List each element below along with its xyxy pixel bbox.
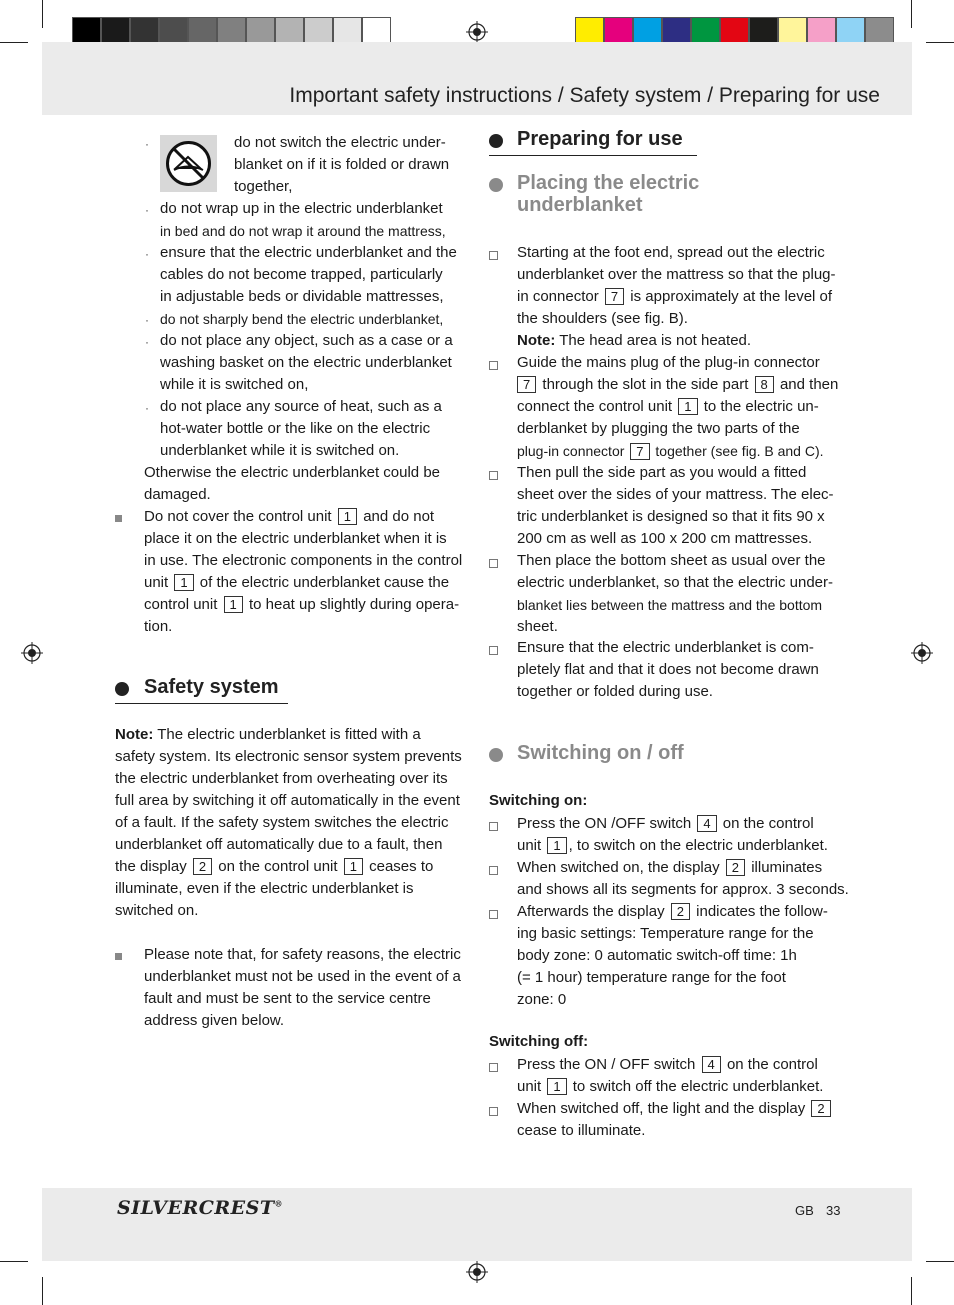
paragraph-line: Press the ON /OFF switch 4 on the control bbox=[517, 815, 814, 832]
no-folded-blanket-icon bbox=[160, 135, 217, 192]
ref-number: 1 bbox=[224, 596, 243, 613]
crop-mark bbox=[0, 1261, 28, 1262]
paragraph-line: of a fault. If the safety system switches the electric bbox=[115, 814, 449, 831]
list-dot: · bbox=[145, 137, 149, 151]
crop-mark bbox=[42, 1277, 43, 1305]
checkbox-bullet bbox=[489, 559, 498, 568]
registration-mark-icon bbox=[466, 1261, 488, 1283]
brand-logo: SILVERCREST® bbox=[117, 1197, 283, 1219]
paragraph-line: in use. The electronic components in the control bbox=[144, 552, 463, 569]
list-item: do not wrap up in the electric underblanket bbox=[160, 200, 443, 217]
paragraph-line: Note: The head area is not heated. bbox=[517, 332, 752, 349]
subsection-label: Switching on: bbox=[489, 792, 588, 809]
paragraph-line: underblanket must not be used in the event of a bbox=[144, 968, 461, 985]
paragraph-line: ing basic settings: Temperature range for the bbox=[517, 925, 814, 942]
paragraph-line: cease to illuminate. bbox=[517, 1122, 646, 1139]
paragraph-line: and shows all its segments for approx. 3 seconds. bbox=[517, 881, 849, 898]
paragraph-line: (= 1 hour) temperature range for the foot bbox=[517, 969, 786, 986]
paragraph-line: the electric underblanket from overheating over its bbox=[115, 770, 448, 787]
list-dot: · bbox=[145, 335, 149, 349]
paragraph-line: Ensure that the electric underblanket is com- bbox=[517, 639, 814, 656]
paragraph-line: place it on the electric underblanket when it is bbox=[144, 530, 447, 547]
paragraph-line: Please note that, for safety reasons, the electric bbox=[144, 946, 461, 963]
paragraph-line: 200 cm as well as 100 x 200 cm mattresses. bbox=[517, 530, 813, 547]
ref-number: 2 bbox=[726, 859, 745, 876]
subsection-label: Switching off: bbox=[489, 1033, 589, 1050]
registration-mark-icon bbox=[911, 642, 933, 664]
square-bullet bbox=[115, 515, 122, 522]
ref-number: 8 bbox=[755, 376, 774, 393]
checkbox-bullet bbox=[489, 361, 498, 370]
list-item: hot-water bottle or the like on the electric bbox=[160, 420, 431, 437]
paragraph-line: tion. bbox=[144, 618, 173, 635]
heading-underline bbox=[489, 155, 697, 156]
paragraph-line: electric underblanket, so that the electric under- bbox=[517, 574, 834, 591]
ref-number: 1 bbox=[547, 837, 566, 854]
footer-language: GB bbox=[795, 1203, 814, 1218]
checkbox-bullet bbox=[489, 1107, 498, 1116]
ref-number: 4 bbox=[697, 815, 716, 832]
ref-number: 7 bbox=[630, 443, 649, 460]
subheading-placing: Placing the electric bbox=[517, 172, 700, 194]
ref-number: 1 bbox=[678, 398, 697, 415]
paragraph-line: unit 1 , to switch on the electric underblanket. bbox=[517, 837, 828, 854]
list-item: washing basket on the electric underblanket bbox=[160, 354, 452, 371]
crop-mark bbox=[911, 1277, 912, 1305]
paragraph-line: unit 1 of the electric underblanket cause the bbox=[144, 574, 450, 591]
list-item: do not place any source of heat, such as a bbox=[160, 398, 442, 415]
paragraph-line: safety system. Its electronic sensor system prevents bbox=[115, 748, 462, 765]
subheading-placing: underblanket bbox=[517, 194, 643, 216]
section-bullet bbox=[489, 748, 503, 762]
paragraph-line: Otherwise the electric underblanket could be bbox=[144, 464, 441, 481]
paragraph-line: 7 through the slot in the side part 8 and then bbox=[517, 374, 838, 396]
crop-mark bbox=[911, 0, 912, 28]
ref-number: 7 bbox=[605, 288, 624, 305]
paragraph-line: Then place the bottom sheet as usual over the bbox=[517, 552, 826, 569]
list-item: do not sharply bend the electric underblanket, bbox=[160, 311, 444, 327]
list-dot: · bbox=[145, 313, 149, 327]
paragraph-line: zone: 0 bbox=[517, 991, 567, 1008]
ref-number: 1 bbox=[174, 574, 193, 591]
crop-mark bbox=[42, 0, 43, 28]
paragraph-line: illuminate, even if the electric underblanket is bbox=[115, 880, 414, 897]
list-item: do not switch the electric under- bbox=[234, 134, 446, 151]
section-bullet bbox=[489, 134, 503, 148]
square-bullet bbox=[115, 953, 122, 960]
paragraph-line: fault and must be sent to the service centre bbox=[144, 990, 431, 1007]
subheading-switching: Switching on / off bbox=[517, 742, 684, 764]
paragraph-line: plug-in connector 7 together (see fig. B and C). bbox=[517, 443, 824, 459]
paragraph-line: address given below. bbox=[144, 1012, 285, 1029]
paragraph-line: Starting at the foot end, spread out the electric bbox=[517, 244, 825, 261]
crop-mark bbox=[926, 42, 954, 43]
paragraph-line: the shoulders (see fig. B). bbox=[517, 310, 688, 327]
paragraph-line: derblanket by plugging the two parts of the bbox=[517, 420, 800, 437]
paragraph-line: the display 2 on the control unit 1 ceases to bbox=[115, 858, 434, 875]
list-item: cables do not become trapped, particularly bbox=[160, 266, 443, 283]
page-number: 33 bbox=[826, 1203, 841, 1218]
paragraph-line: underblanket over the mattress so that the plug- bbox=[517, 266, 836, 283]
section-heading-safety: Safety system bbox=[144, 676, 279, 698]
paragraph-line: Afterwards the display 2 indicates the follow- bbox=[517, 903, 828, 920]
paragraph-line: sheet over the sides of your mattress. The elec- bbox=[517, 486, 834, 503]
list-item: in bed and do not wrap it around the mattress, bbox=[160, 223, 446, 239]
checkbox-bullet bbox=[489, 251, 498, 260]
paragraph-line: When switched off, the light and the display 2 bbox=[517, 1098, 833, 1120]
checkbox-bullet bbox=[489, 822, 498, 831]
list-item: blanket on if it is folded or drawn bbox=[234, 156, 450, 173]
ref-number: 2 bbox=[811, 1100, 830, 1117]
paragraph-line: damaged. bbox=[144, 486, 211, 503]
list-item: ensure that the electric underblanket and the bbox=[160, 244, 457, 261]
section-bullet bbox=[489, 178, 503, 192]
heading-underline bbox=[115, 703, 288, 704]
paragraph-line: connect the control unit 1 to the electric un- bbox=[517, 398, 819, 415]
list-item: in adjustable beds or dividable mattresses, bbox=[160, 288, 444, 305]
list-dot: · bbox=[145, 203, 149, 217]
list-item: together, bbox=[234, 178, 293, 195]
list-item: do not place any object, such as a case or a bbox=[160, 332, 453, 349]
paragraph-line: Guide the mains plug of the plug-in connector bbox=[517, 354, 820, 371]
paragraph-line: pletely flat and that it does not become drawn bbox=[517, 661, 819, 678]
paragraph-line: Do not cover the control unit 1 and do not bbox=[144, 508, 435, 525]
paragraph-line: unit 1 to switch off the electric underblanket. bbox=[517, 1078, 824, 1095]
checkbox-bullet bbox=[489, 646, 498, 655]
checkbox-bullet bbox=[489, 1063, 498, 1072]
page-title: Important safety instructions / Safety system / Preparing for use bbox=[289, 84, 880, 107]
crop-mark bbox=[926, 1261, 954, 1262]
paragraph-line: in connector 7 is approximately at the level of bbox=[517, 288, 833, 305]
section-heading-preparing: Preparing for use bbox=[517, 128, 683, 150]
section-bullet bbox=[115, 682, 129, 696]
checkbox-bullet bbox=[489, 910, 498, 919]
ref-number: 7 bbox=[517, 376, 536, 393]
paragraph-line: switched on. bbox=[115, 902, 199, 919]
ref-number: 4 bbox=[702, 1056, 721, 1073]
paragraph-line: Note: The electric underblanket is fitted with a bbox=[115, 726, 421, 743]
paragraph-line: underblanket off automatically due to a fault, then bbox=[115, 836, 443, 853]
list-dot: · bbox=[145, 401, 149, 415]
paragraph-line: tric underblanket is designed so that it fits 90 x bbox=[517, 508, 825, 525]
registration-mark-icon bbox=[21, 642, 43, 664]
list-item: underblanket while it is switched on. bbox=[160, 442, 400, 459]
crop-mark bbox=[0, 42, 28, 43]
paragraph-line: Press the ON / OFF switch 4 on the control bbox=[517, 1056, 818, 1073]
paragraph-line: Then pull the side part as you would a fitted bbox=[517, 464, 807, 481]
list-item: while it is switched on, bbox=[160, 376, 309, 393]
paragraph-line: blanket lies between the mattress and the bottom bbox=[517, 597, 823, 613]
registration-mark-icon bbox=[466, 21, 488, 43]
ref-number: 1 bbox=[344, 858, 363, 875]
ref-number: 1 bbox=[338, 508, 357, 525]
checkbox-bullet bbox=[489, 471, 498, 480]
checkbox-bullet bbox=[489, 866, 498, 875]
paragraph-line: body zone: 0 automatic switch-off time: 1h bbox=[517, 947, 797, 964]
paragraph-line: together or folded during use. bbox=[517, 683, 713, 700]
paragraph-line: control unit 1 to heat up slightly during opera- bbox=[144, 596, 460, 613]
list-dot: · bbox=[145, 247, 149, 261]
ref-number: 2 bbox=[193, 858, 212, 875]
paragraph-line: full area by switching it off automatically in the event bbox=[115, 792, 460, 809]
ref-number: 2 bbox=[671, 903, 690, 920]
paragraph-line: When switched on, the display 2 illuminates bbox=[517, 859, 823, 876]
paragraph-line: sheet. bbox=[517, 618, 558, 635]
ref-number: 1 bbox=[547, 1078, 566, 1095]
